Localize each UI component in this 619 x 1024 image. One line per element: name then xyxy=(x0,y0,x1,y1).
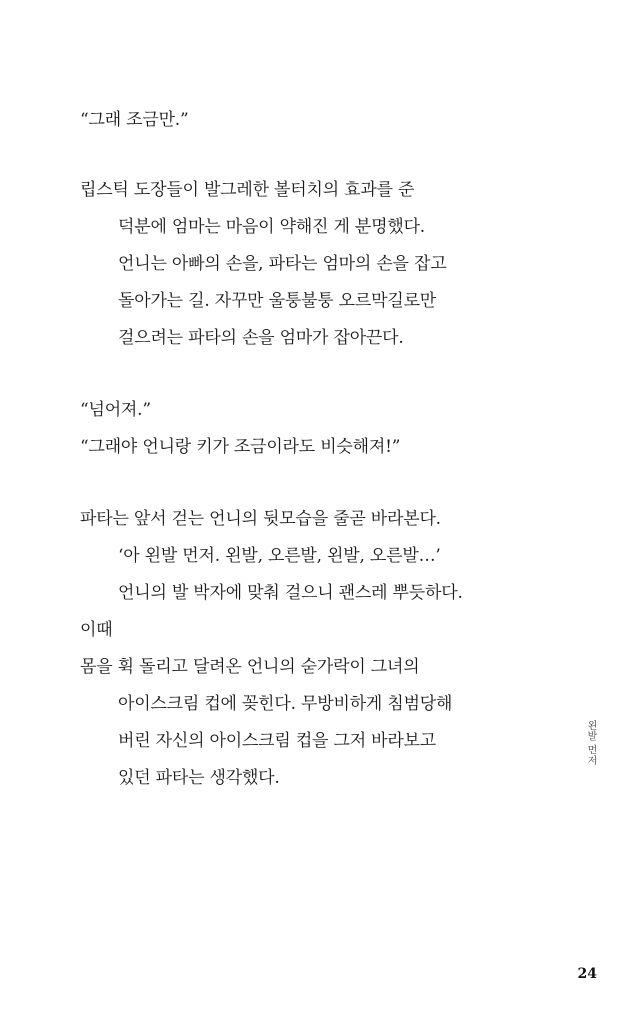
chapter-side-tab: 왼발 먼저 xyxy=(585,720,596,766)
text-line: 이때 xyxy=(80,620,113,640)
text-line: 버린 자신의 아이스크림 컵을 그저 바라보고 xyxy=(118,731,437,751)
text-line: 몸을 휙 돌리고 달려온 언니의 숟가락이 그녀의 xyxy=(80,657,420,677)
text-line: ‘아 왼발 먼저. 왼발, 오른발, 왼발, 오른발…’ xyxy=(118,546,441,566)
text-line: 있던 파타는 생각했다. xyxy=(118,768,280,788)
text-line: 언니는 아빠의 손을, 파타는 엄마의 손을 잡고 xyxy=(118,254,447,274)
text-line: 언니의 발 박자에 맞춰 걸으니 괜스레 뿌듯하다. xyxy=(118,583,463,603)
text-line: “넘어져.” xyxy=(80,400,151,420)
text-line: 립스틱 도장들이 발그레한 볼터치의 효과를 준 xyxy=(80,180,415,200)
text-line: “그래야 언니랑 키가 조금이라도 비슷해져!” xyxy=(80,437,401,457)
text-line: “그래 조금만.” xyxy=(80,110,189,130)
text-line: 걸으려는 파타의 손을 엄마가 잡아끈다. xyxy=(118,328,404,348)
text-line: 돌아가는 길. 자꾸만 울퉁불퉁 오르막길로만 xyxy=(118,291,437,311)
page-number: 24 xyxy=(577,966,597,982)
text-line: 덕분에 엄마는 마음이 약해진 게 분명했다. xyxy=(118,217,425,237)
text-line: 아이스크림 컵에 꽂힌다. 무방비하게 침범당해 xyxy=(118,694,453,714)
text-line: 파타는 앞서 걷는 언니의 뒷모습을 줄곧 바라본다. xyxy=(80,509,441,529)
